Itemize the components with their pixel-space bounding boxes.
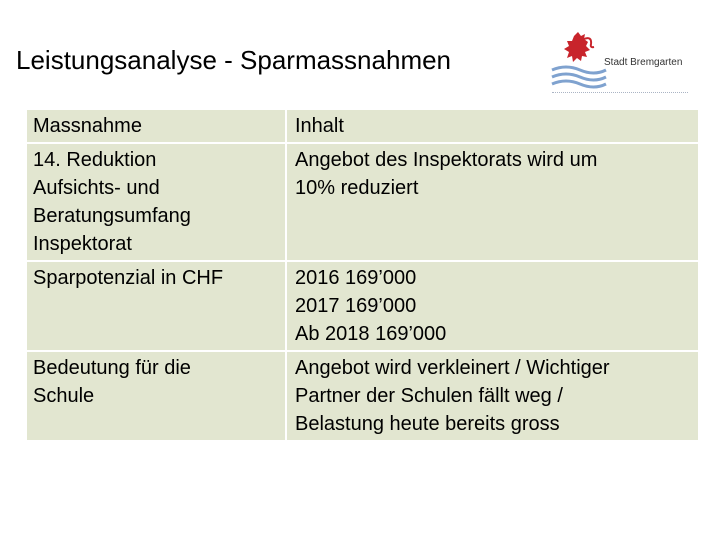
table-row [27,261,698,351]
table-header-row [27,110,698,143]
logo-text: Stadt Bremgarten [604,57,683,68]
row-value: Angebot wird verkleinert / Wichtiger Partner der Schulen fällt weg / Belastung heute bereits gross [286,351,698,441]
row-value: 2016 169’000 2017 169’000 Ab 2018 169’000 [286,261,698,351]
slide-title: Leistungsanalyse - Sparmassnahmen [16,45,452,75]
table-row [27,143,698,261]
row-label: Bedeutung für die Schule [27,351,286,441]
row-label: 14. Reduktion Aufsichts- und Beratungsumfang Inspektorat [27,143,286,261]
logo-divider [552,92,688,93]
measure-table [27,110,698,442]
header-inhalt: Inhalt [286,110,698,143]
header-massnahme: Massnahme [27,110,286,143]
row-value: Angebot des Inspektorats wird um 10% reduziert [286,143,698,261]
row-label: Sparpotenzial in CHF [27,261,286,351]
lion-crest-icon [548,30,608,92]
table-row [27,351,698,441]
stadt-bremgarten-logo [548,30,690,96]
